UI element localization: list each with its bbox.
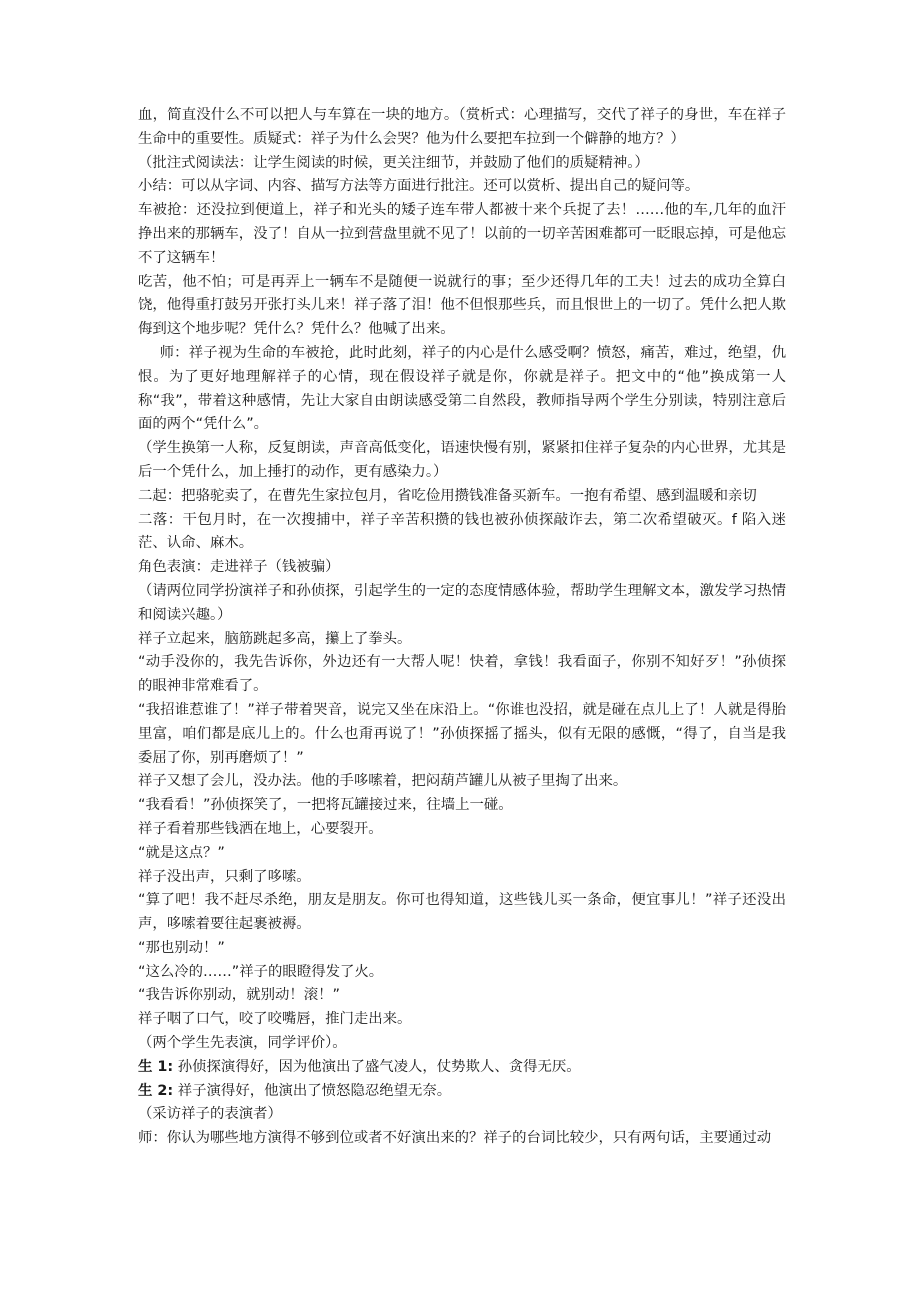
paragraph-6: 师：祥子视为生命的车被抢，此时此刻，祥子的内心是什么感受啊？愤怒，痛苦，难过，绝望，仇恨。为了更好地理解祥子的心情，现在假设祥子就是你，你就是祥子。把文中的“他”换成第一人称“我”，带着这种感情，先让大家自由朗读感受第二自然段，教师指导两个学生分别读，特别注意后面的两个“凭什么”。 (138, 344, 786, 433)
paragraph-23: “我告诉你别动，就别动！滚！” (138, 987, 340, 1004)
paragraph-19: 祥子没出声，只剩了哆嗦。 (138, 868, 311, 885)
paragraph-14: “我招谁惹谁了！”祥子带着哭音，说完又坐在床沿上。“你谁也没招，就是碰在点儿上了！人就是得胎里富，咱们都是底儿上的。什么也甭再说了！”孙侦探摇了摇头，似有无限的感慨，“得了，自当是我委屈了你，别再磨烦了！” (138, 701, 786, 766)
paragraph-9: 二落：干包月时，在一次搜捕中，祥子辛苦积攒的钱也被孙侦探敲诈去，第二次希望破灭。f 陷入迷茫、认命、麻木。 (138, 511, 786, 552)
paragraph-2: （批注式阅读法：让学生阅读的时候，更关注细节，并鼓励了他们的质疑精神。） (138, 154, 649, 171)
paragraph-4: 车被抢：还没拉到便道上，祥子和光头的矮子连车带人都被十来个兵捉了去！……他的车,几年的血汗挣出来的那辆车，没了！自从一拉到营盘里就不见了！以前的一切辛苦困难都可一眨眼忘掉，可是他忘不了这辆车！ (138, 202, 786, 266)
paragraph-25: （两个学生先表演，同学评价）。 (138, 1035, 347, 1052)
paragraph-15: 祥子又想了会儿，没办法。他的手哆嗦着，把闷葫芦罐儿从被子里掏了出来。 (138, 773, 628, 790)
paragraph-22: “这么冷的……”祥子的眼瞪得发了火。 (138, 963, 384, 980)
document-page (138, 104, 786, 1151)
speaker-label-1: 生 1: (138, 1058, 174, 1075)
paragraph-12: 祥子立起来，脑筋跳起多高，攥上了拳头。 (138, 630, 412, 647)
paragraph-21: “那也别动！” (138, 939, 225, 956)
paragraph-29: 师：你认为哪些地方演得不够到位或者不好演出来的？祥子的台词比较少，只有两句话，主要通过动 (138, 1130, 772, 1147)
paragraph-24: 祥子咽了口气，咬了咬嘴唇，推门走出来。 (138, 1011, 412, 1028)
paragraph-28: （采访祥子的表演者） (138, 1106, 282, 1123)
paragraph-13: “动手没你的，我先告诉你，外边还有一大帮人呢！快着，拿钱！我看面子，你别不知好歹！”孙侦探的眼神非常难看了。 (138, 654, 786, 695)
paragraph-7: （学生换第一人称，反复朗读，声音高低变化，语速快慢有别，紧紧扣住祥子复杂的内心世界，尤其是后一个凭什么，加上捶打的动作，更有感染力。） (138, 440, 786, 480)
student-comment-2 (138, 1080, 786, 1104)
student-comment-1 (138, 1056, 786, 1080)
paragraph-10: 角色表演：走进祥子（钱被骗） (138, 559, 340, 576)
paragraph-8: 二起：把骆驼卖了，在曹先生家拉包月，省吃俭用攒钱准备买新车。一抱有希望、感到温暖和亲切 (138, 487, 757, 504)
paragraph-18: “就是这点？” (138, 844, 225, 861)
paragraph-5: 吃苦，他不怕；可是再弄上一辆车不是随便一说就行的事；至少还得几年的工夫！过去的成功全算白饶，他得重打鼓另开张打头儿来！祥子落了泪！他不但恨那些兵，而且恨世上的一切了。凭什么把人欺侮到这个地步呢？凭什么？凭什么？他喊了出来。 (138, 273, 786, 338)
paragraph-11: （请两位同学扮演祥子和孙侦探，引起学生的一定的态度情感体验，帮助学生理解文本，激发学习热情和阅读兴趣。） (138, 582, 786, 623)
paragraph-20: “算了吧！我不赶尽杀绝，朋友是朋友。你可也得知道，这些钱儿买一条命，便宜事儿！”祥子还没出声，哆嗦着要往起裹被褥。 (138, 892, 786, 933)
paragraph-3: 小结：可以从字词、内容、描写方法等方面进行批注。还可以赏析、提出自己的疑问等。 (138, 178, 700, 195)
speaker-label-2: 生 2: (138, 1082, 174, 1099)
paragraph-17: 祥子看着那些钱洒在地上，心要裂开。 (138, 820, 383, 837)
student-comment-2-text: 祥子演得好，他演出了愤怒隐忍绝望无奈。 (177, 1082, 452, 1099)
paragraph-16: “我看看！”孙侦探笑了，一把将瓦罐接过来，往墙上一碰。 (138, 797, 513, 814)
paragraph-1: 血，简直没什么不可以把人与车算在一块的地方。（赏析式：心理描写，交代了祥子的身世，车在祥子生命中的重要性。质疑式：祥子为什么会哭？他为什么要把车拉到一个僻静的地方？） (138, 107, 786, 147)
student-comment-1-text: 孙侦探演得好，因为他演出了盛气凌人，仗势欺人、贪得无厌。 (177, 1058, 581, 1075)
